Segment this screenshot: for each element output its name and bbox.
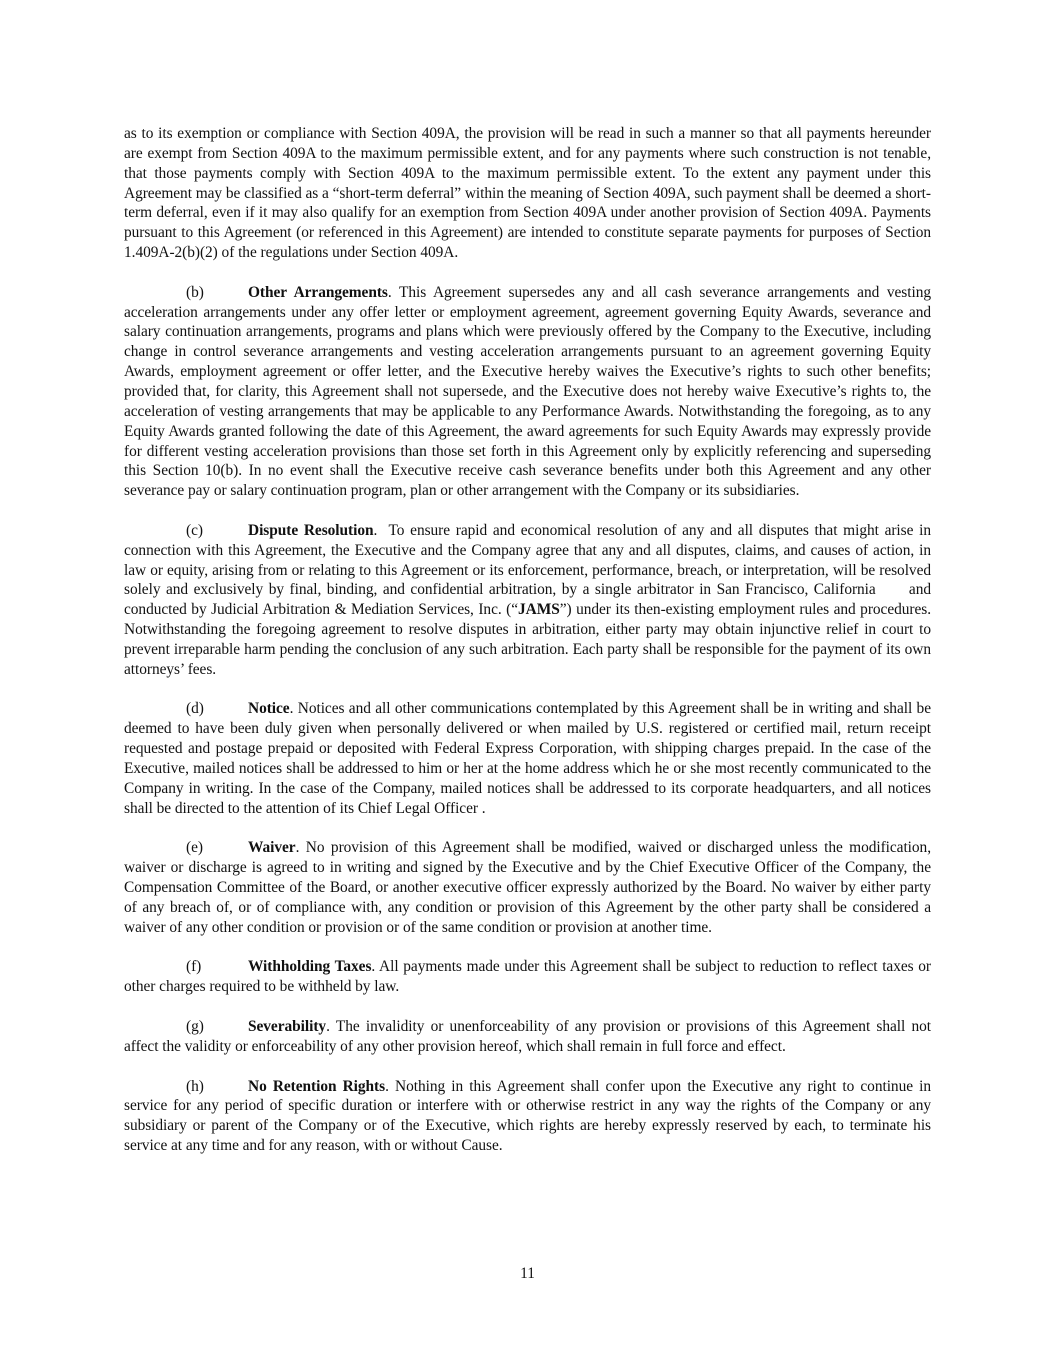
section-heading: Severability [248, 1017, 327, 1035]
intro-paragraph: as to its exemption or compliance with Section 409A, the provision will be read in such a manner so that all payments hereunder are exempt from Section 409A to the maximum permissible extent, and for any payments where such construction is not tenable, that those payments comply with Section 409A to the maximum permissible extent. To the extent any payment under this Agreement may be classified as a “short-term deferral” within the meaning of Section 409A, such payment shall be deemed a short-term deferral, even if it may also qualify for an exemption from Section 409A under another provision of Section 409A. Payments pursuant to this Agreement (or referenced in this Agreement) are intended to constitute separate payments for purposes of Section 1.409A-2(b)(2) of the regulations under Section 409A. [124, 125, 931, 262]
section-label: (e) [186, 839, 203, 857]
page-number: 11 [520, 1265, 535, 1282]
section-text: All payments made under this Agreement shall be subject to reduction to reflect taxes or other charges required to be withheld by law. [124, 958, 931, 996]
heading-suffix: . [373, 521, 378, 539]
heading-suffix: . [326, 1017, 330, 1035]
heading-suffix: . [295, 839, 300, 857]
section-heading: No Retention Rights [248, 1077, 386, 1095]
section-e-waiver [124, 838, 931, 937]
section-text: Notices and all other communications contemplated by this Agreement shall be in writing and shall be deemed to have been duly given when personally delivered or when mailed by U.S. registered or certified mail, return receipt requested and postage prepaid or deposited with Federal Express Corporation, with shipping charges prepaid. In the case of the Executive, mailed notices shall be addressed to him or her at the home address which he or she most recently communicated to the Company in writing. In the case of the Company, mailed notices shall be addressed to its corporate headquarters, and all notices shall be directed to the attention of its Chief Legal Officer . [124, 700, 931, 817]
section-text: Nothing in this Agreement shall confer upon the Executive any right to continue in service for any period of specific duration or interfere with or otherwise restrict in any way the rights of the Company or any subsidiary or parent of the Company or of the Executive, which rights are hereby expressly reserved by each, to terminate his service at any time and for any reason, with or without Cause. [124, 1077, 931, 1155]
document-page [124, 124, 935, 1176]
heading-suffix: . [289, 700, 294, 718]
section-heading: Withholding Taxes [248, 958, 372, 976]
section-label: (d) [186, 700, 204, 718]
section-text-continued: ”) under its then-existing employment rules and procedures. Notwithstanding the foregoing agreement to resolve disputes in arbitration, either party may obtain injunctive relief in court to prevent irreparable harm pending the conclusion of any such arbitration. Each party shall be responsible for the payment of its own attorneys’ fees. [124, 601, 931, 678]
section-text: No provision of this Agreement shall be modified, waived or discharged unless the modification, waiver or discharge is agreed to in writing and signed by the Executive and by the Chief Executive Officer of the Company, the Compensation Committee of the Board, or another executive officer expressly authorized by the Board. No waiver by either party of any breach of, or of compliance with, any condition or provision of this Agreement by the other party shall be considered a waiver of any other condition or provision or of the same condition or provision at another time. [124, 839, 931, 936]
section-text: To ensure rapid and economical resolution of any and all disputes that might arise in connection with this Agreement, the Executive and the Company agree that any and all disputes, claims, and causes of action, in law or equity, arising from or relating to this Agreement or its enforcement, performance, breach, or interpretation, will be resolved solely and exclusively by final, binding, and confidential arbitration, by a single arbitrator in San Francisco, California and conducted by Judicial Arbitration & Mediation Services, Inc. (“ [124, 521, 935, 619]
section-f-withholding-taxes [124, 957, 931, 997]
section-heading: Other Arrangements [248, 283, 388, 301]
heading-suffix: . [385, 1077, 389, 1095]
section-d-notice [124, 699, 931, 818]
section-g-severability [124, 1017, 931, 1057]
heading-suffix: . [387, 283, 392, 301]
section-label: (b) [186, 283, 204, 301]
section-label: (g) [186, 1017, 204, 1035]
section-heading: Notice [248, 700, 290, 718]
defined-term-jams: JAMS [518, 601, 560, 619]
section-heading: Dispute Resolution [248, 521, 374, 539]
section-h-no-retention-rights [124, 1077, 931, 1156]
section-text: This Agreement supersedes any and all cash severance arrangements and vesting acceleration arrangements under any offer letter or employment agreement, agreement governing Equity Awards, severance and salary continuation arrangements, programs and plans which were previously offered by the Company to the Executive, including change in control severance arrangements and vesting acceleration arrangements pursuant to an agreement governing Equity Awards, employment agreement or offer letter, and the Executive hereby waives the Executive’s rights to such other benefits; provided that, for clarity, this Agreement shall not supersede, and the Executive does not hereby waive Executive’s rights to, the acceleration of vesting arrangements that may be applicable to any Performance Awards. Notwithstanding the foregoing, as to any Equity Awards granted following the date of this Agreement, the award agreements for such Equity Awards may expressly provide for different vesting acceleration provisions than those set forth in this Agreement only by explicitly referencing and superseding this Section 10(b). In no event shall the Executive receive cash severance benefits under both this Agreement and any other severance pay or salary continuation program, plan or other arrangement with the Company or its subsidiaries. [124, 283, 931, 500]
section-label: (c) [186, 521, 203, 539]
section-label: (f) [186, 958, 202, 976]
section-c-dispute-resolution [124, 521, 935, 680]
section-text: The invalidity or unenforceability of any provision or provisions of this Agreement shall not affect the validity or enforceability of any other provision hereof, which shall remain in full force and effect. [124, 1017, 931, 1055]
section-b-other-arrangements [124, 283, 931, 501]
heading-suffix: . [371, 958, 376, 976]
section-label: (h) [186, 1077, 204, 1095]
section-heading: Waiver [248, 839, 296, 857]
